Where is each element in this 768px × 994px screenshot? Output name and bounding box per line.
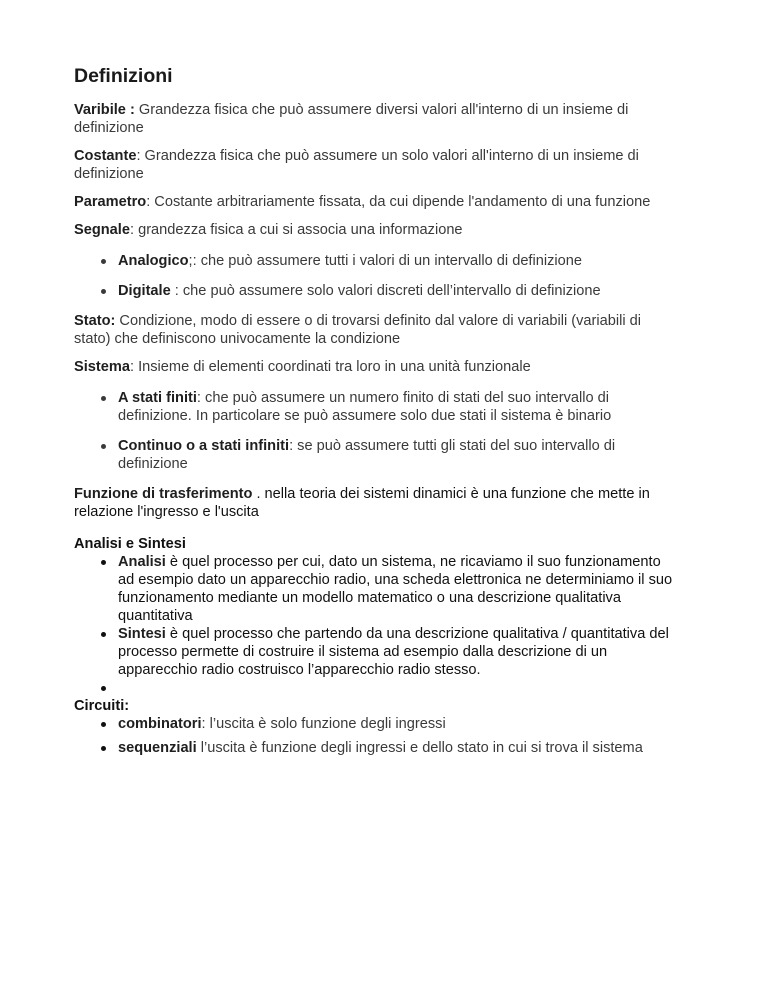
page-title: Definizioni xyxy=(74,65,173,87)
definition-costante xyxy=(74,147,674,183)
list-item: Digitale : che può assumere solo valori discreti dell’intervallo di definizione xyxy=(74,282,674,300)
bullet-icon xyxy=(101,746,106,751)
definition-varibile xyxy=(74,101,674,137)
term: Varibile : xyxy=(74,102,135,118)
definition-text: : Grandezza fisica che può assumere un solo valori all'interno di un insieme di definizione xyxy=(74,148,639,182)
term: Costante xyxy=(74,148,137,164)
list-item: Analisi è quel processo per cui, dato un sistema, ne ricaviamo il suo funzionamento ad esempio dato un apparecchio radio, una scheda elettronica ne determiniamo il suo funzionamento mediante un modello matematico o una descrizione qualitativa quantitativa xyxy=(74,553,674,625)
analisi-section xyxy=(74,535,674,697)
segnale-list xyxy=(74,252,674,300)
bullet-icon xyxy=(101,722,106,727)
list-item: combinatori: l’uscita è solo funzione degli ingressi xyxy=(74,715,674,733)
section-heading: Circuiti: xyxy=(74,698,130,714)
list-item: sequenziali l’uscita è funzione degli ingressi e dello stato in cui si trova il sistema xyxy=(74,739,674,757)
definition-stato xyxy=(74,312,674,348)
list-item: Sintesi è quel processo che partendo da una descrizione qualitativa / quantitativa del processo permette di costruire il sistema ad esempio dalla descrizione di un apparecchio radio costruisco l’apparecchio radio stesso. xyxy=(74,625,674,679)
bullet-icon xyxy=(101,259,106,264)
term: Stato: xyxy=(74,313,116,329)
section-heading: Analisi e Sintesi xyxy=(74,536,186,552)
list-item xyxy=(74,679,674,697)
term: Parametro xyxy=(74,194,147,210)
term: Segnale xyxy=(74,222,130,238)
analisi-list xyxy=(74,553,674,697)
bullet-icon xyxy=(101,686,106,691)
term: Sistema xyxy=(74,359,130,375)
definition-text: : Insieme di elementi coordinati tra loro in una unità funzionale xyxy=(129,359,531,375)
sistema-list xyxy=(74,389,674,473)
term: Funzione di trasferimento xyxy=(74,486,253,502)
list-item: A stati finiti: che può assumere un numero finito di stati del suo intervallo di definizione. In particolare se può assumere solo due stati il sistema è binario xyxy=(74,389,674,425)
bullet-icon xyxy=(101,560,106,565)
definition-sistema xyxy=(74,358,674,376)
bullet-icon xyxy=(101,632,106,637)
definition-text: : Costante arbitrariamente fissata, da cui dipende l'andamento di una funzione xyxy=(146,194,651,210)
definition-text: Grandezza fisica che può assumere diversi valori all'interno di un insieme di definizione xyxy=(74,102,629,136)
circuiti-section xyxy=(74,697,674,757)
definition-funzione xyxy=(74,485,674,521)
circuiti-list xyxy=(74,715,674,757)
list-item: Analogico;: che può assumere tutti i valori di un intervallo di definizione xyxy=(74,252,674,270)
definition-text: Condizione, modo di essere o di trovarsi definito dal valore di variabili (variabili di stato) che definiscono univocamente la condizione xyxy=(74,313,641,347)
definition-parametro xyxy=(74,193,674,211)
definition-segnale xyxy=(74,221,674,239)
bullet-icon xyxy=(101,444,106,449)
list-item: Continuo o a stati infiniti: se può assumere tutti gli stati del suo intervallo di definizione xyxy=(74,437,674,473)
definition-text: . nella teoria dei sistemi dinamici è una funzione che mette in relazione l'ingresso e l'uscita xyxy=(74,486,650,520)
bullet-icon xyxy=(101,289,106,294)
document-page xyxy=(74,62,674,757)
definition-text: : grandezza fisica a cui si associa una informazione xyxy=(129,222,463,238)
bullet-icon xyxy=(101,396,106,401)
